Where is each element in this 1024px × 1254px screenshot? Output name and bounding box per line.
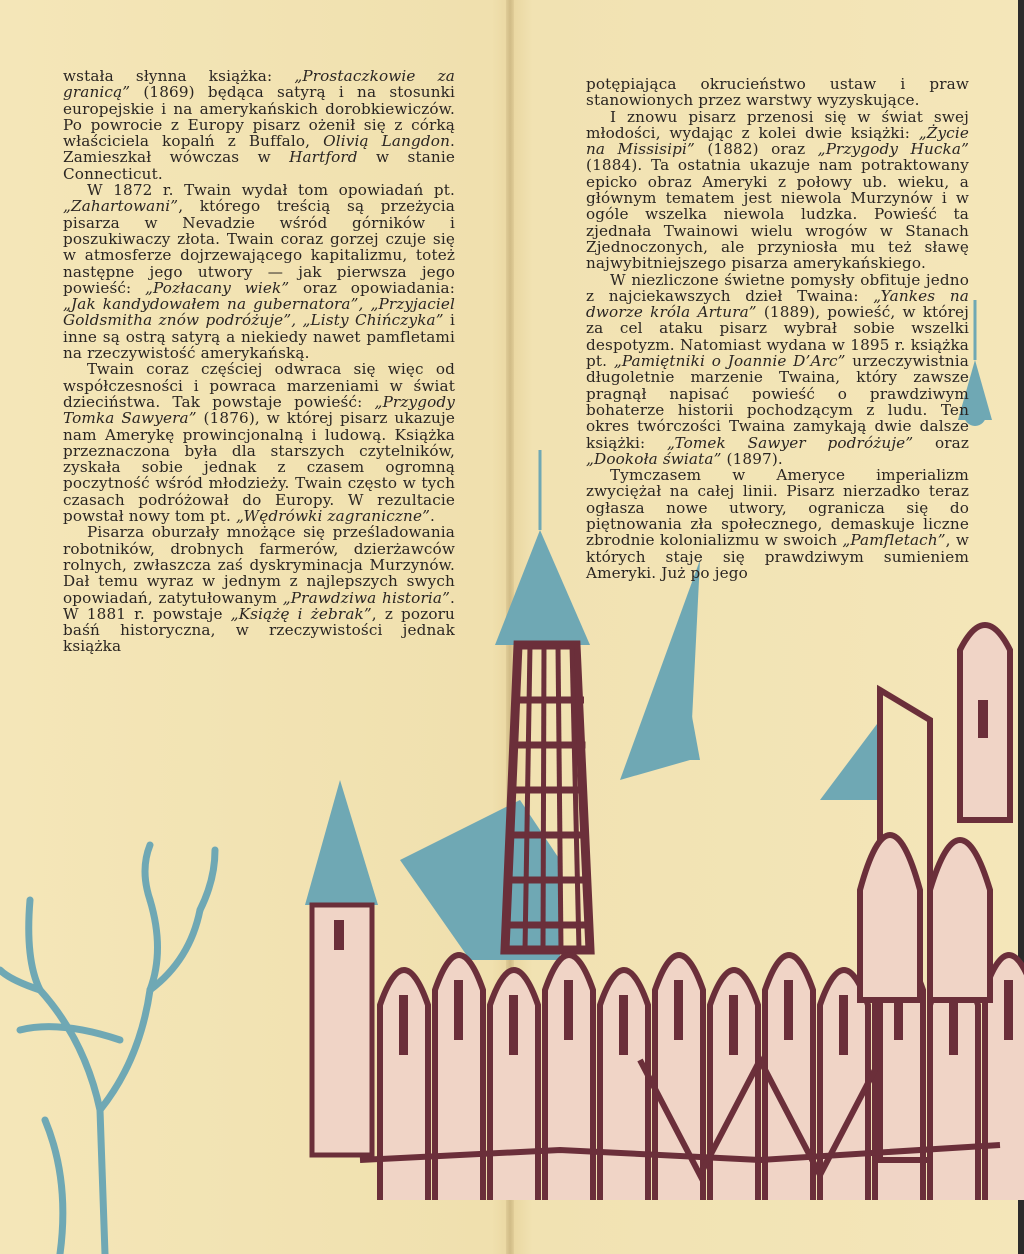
arch-window xyxy=(399,995,408,1055)
tower-rib xyxy=(543,645,544,950)
tree-branch xyxy=(145,845,150,900)
arch-window xyxy=(839,995,848,1055)
roof-right-small xyxy=(820,720,880,800)
paragraph: W 1872 r. Twain wydał tom opowiadań pt. „Zahartowani”, którego treścią są przeżycia pisarza w Nevadzie wśród górników i poszukiwaczy złota. Twain coraz gorzej czuje się w atmosferze dojrzewającego kapitalizmu, toteż następne jego utwory — jak pierwsza jego powieść: „Pozłacany wiek” oraz opowiadania: „Jak kandydowałem na gubernatora”, „Przyjaciel Goldsmitha znów podróżuje”, „Listy Chińczyka” i inne są ostrą satyrą a niekiedy nawet pamfletami na rzeczywistość amerykańską. xyxy=(63,181,456,363)
left-text-column xyxy=(63,68,455,655)
arch-window xyxy=(454,980,463,1040)
tree-branch xyxy=(100,990,150,1110)
tree-branch xyxy=(29,900,40,990)
left-tower-window xyxy=(334,920,344,950)
spire-roof-center xyxy=(495,530,590,645)
arch-window xyxy=(564,980,573,1040)
right-window xyxy=(978,700,988,738)
arch-window xyxy=(509,995,518,1055)
left-tower-roof xyxy=(305,780,378,905)
arch-window xyxy=(729,995,738,1055)
right-text-column xyxy=(586,76,969,581)
paragraph: I znowu pisarz przenosi się w świat swej młodości, wydając z kolei dwie książki: „Życie na Missisipi” (1882) oraz „Przygody Hucka” (1884). Ta ostatnia ukazuje nam potraktowany epicko obraz Ameryki z połowy ub. wieku, a głównym tematem jest niewola Murzynów i w ogóle wszelka niewola ludzka. Powieść ta zjednała Twainowi wielu wrogów w Stanach Zjednoczonych, ale przyniosła mu też sławę najwybitniejszego pisarza amerykańskiego. xyxy=(586,107,969,273)
paragraph: wstała słynna książka: „Prostaczkowie za granicą” (1869) będąca satyrą i na stosunki europejskie i na amerykańskich dorobkiewiczów. Po powrocie z Europy pisarz ożenił się z córką właściciela kopalń z Buffalo, Olivią Langdon. Zamieszkał wówczas w Hartford w stanie Connecticut. xyxy=(63,67,455,183)
arch-window xyxy=(619,995,628,1055)
tree-branch xyxy=(150,900,158,990)
paragraph: potępiająca okrucieństwo ustaw i praw stanowionych przez warstwy wyzyskujące. xyxy=(586,75,969,110)
paragraph: Tymczasem w Ameryce imperializm zwyciężał na całej linii. Pisarz nierzadko teraz ogłasza nowe utwory, ogranicza się do piętnowania zła społecznego, demaskuje liczne zbrodnie kolonializmu w swoich „Pamfletach”, w których staje się prawdziwym sumieniem Ameryki. Już po jego xyxy=(586,466,969,582)
arch-window xyxy=(784,980,793,1040)
tree-branch xyxy=(45,1120,63,1254)
paragraph: W niezliczone świetne pomysły obfituje jedno z najciekawszych dzieł Twaina: „Yankes na dworze króla Artura” (1889), powieść, w której za cel ataku pisarz wybrał sobie wszelki despotyzm. Natomiast wydana w 1895 r. książka pt. „Pamiętniki o Joannie D’Arc” urzeczywistnia długoletnie marzenie Twaina, który zawsze pragnął napisać powieść o prawdziwym bohaterze historii pochodzącym z ludu. Ten okres twórczości Twaina zamykają dwie dalsze książki: „Tomek Sawyer podróżuje” oraz „Dookoła świata” (1897). xyxy=(586,270,970,468)
paragraph: Pisarza oburzały mnożące się prześladowania robotników, drobnych farmerów, dzierżawców rolnych, zwłaszcza zaś dyskryminacja Murzynów. Dał temu wyraz w jednym z najlepszych swych opowiadań, zatytułowanym „Prawdziwa historia”. W 1881 r. powstaje „Książę i żebrak”, z pozoru baśń historyczna, w rzeczywistości jednak książka xyxy=(63,523,455,656)
roof-shard xyxy=(620,560,700,780)
tree-branch xyxy=(200,850,215,910)
paragraph: Twain coraz częściej odwraca się więc od współczesności i powraca marzeniami w świat dzieciństwa. Tak powstaje powieść: „Przygody Tomka Sawyera” (1876), w której pisarz ukazuje nam Amerykę prowincjonalną i ludową. Książka przeznaczona była dla starszych czytelników, zyskała sobie jednak z czasem ogromną poczytność wśród młodzieży. Twain często w tych czasach podróżował do Europy. W rezultacie powstał nowy tom pt. „Wędrówki zagraniczne”. xyxy=(63,360,455,526)
right-arch-mid xyxy=(860,835,920,1000)
right-arch-mid-2 xyxy=(930,840,990,1000)
arch-window xyxy=(674,980,683,1040)
tower-rib xyxy=(558,645,561,950)
arch-window xyxy=(949,995,958,1055)
arch-window xyxy=(1004,980,1013,1040)
